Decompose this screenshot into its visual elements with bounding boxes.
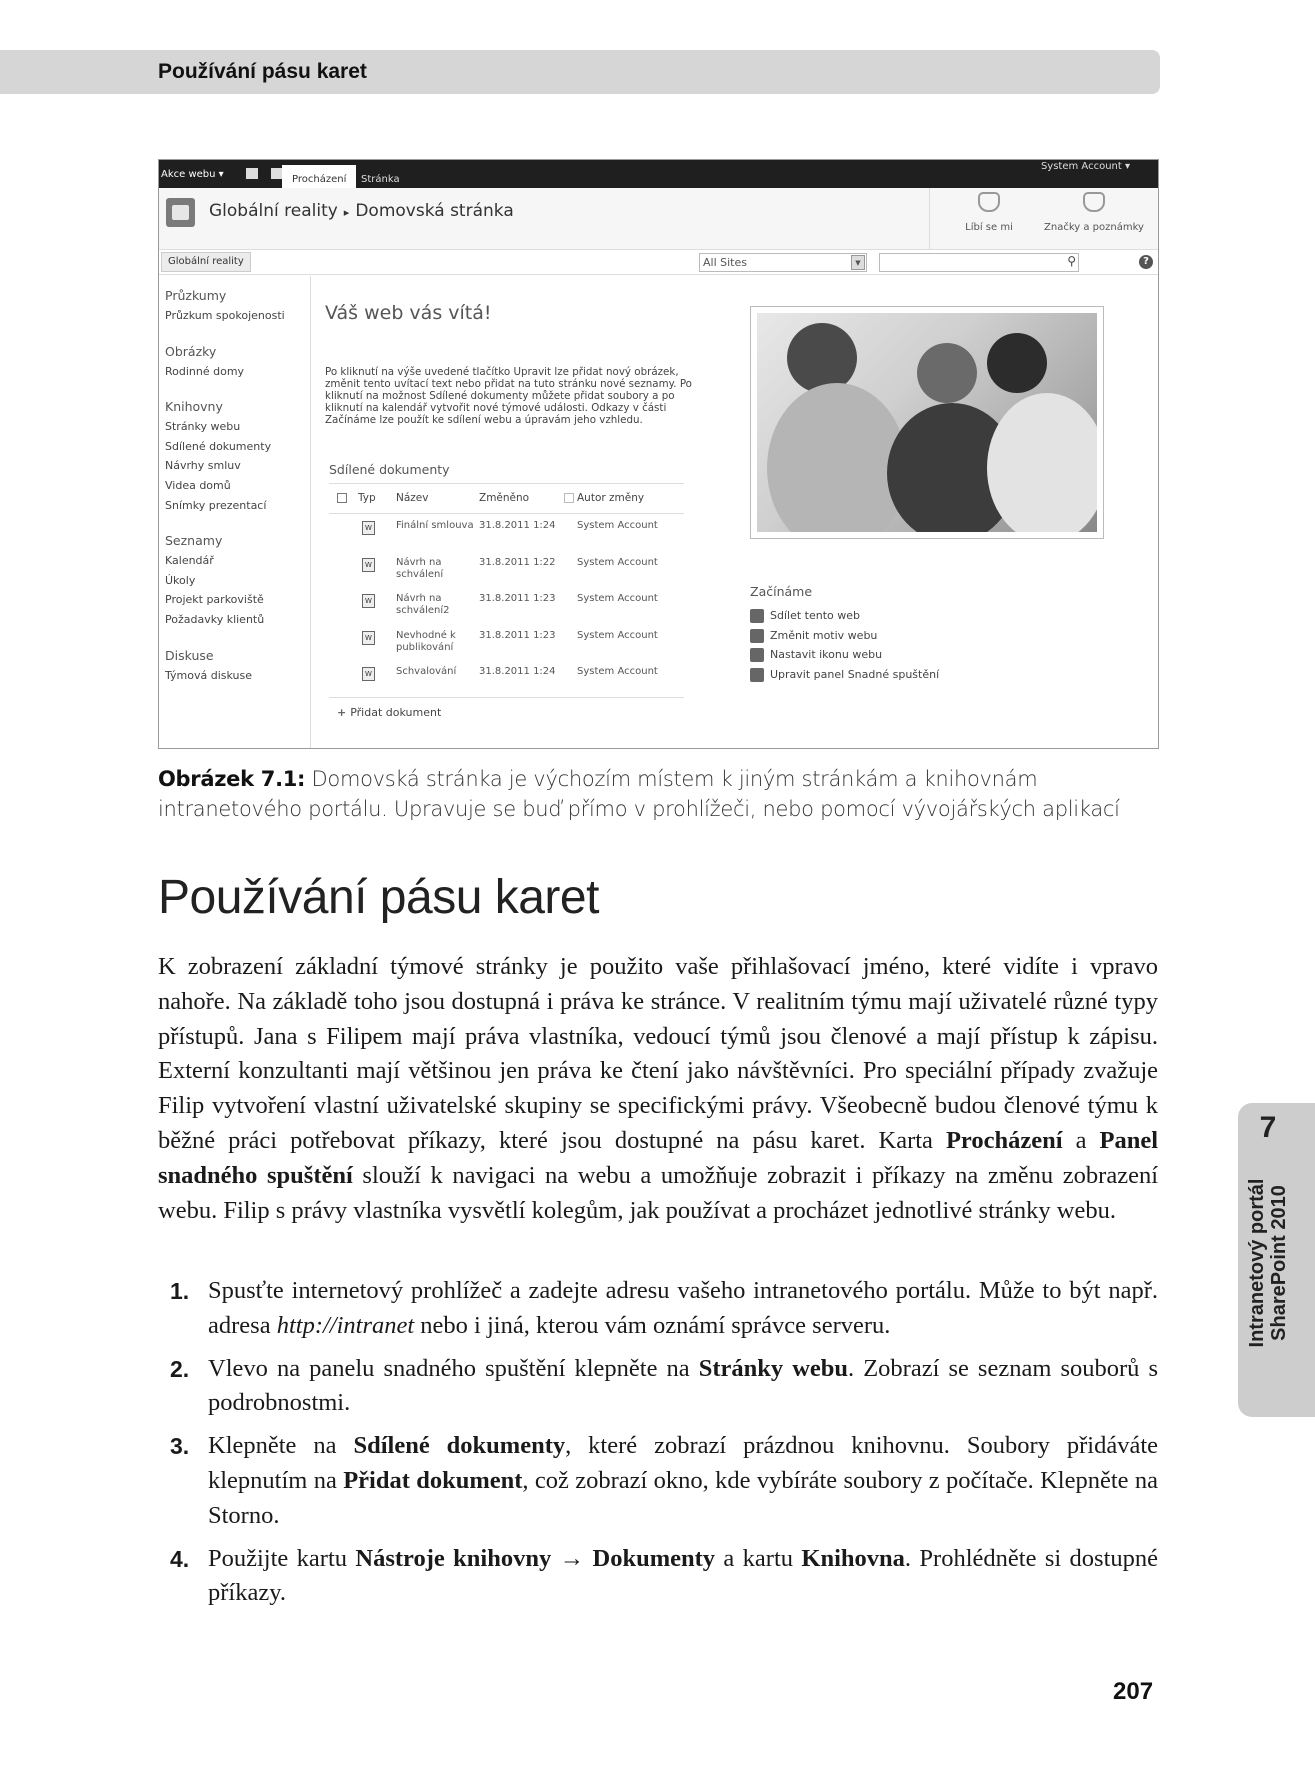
ql-item[interactable]: Průzkum spokojenosti xyxy=(165,309,285,322)
like-label: Líbí se mi xyxy=(965,222,1013,233)
word-doc-icon: W xyxy=(362,667,375,681)
sp-top-bar xyxy=(159,160,1158,188)
ql-heading[interactable]: Knihovny xyxy=(165,399,223,415)
image-icon xyxy=(750,648,764,662)
account-menu[interactable]: System Account ▾ xyxy=(1040,161,1130,172)
running-header-title: Používání pásu karet xyxy=(158,60,367,83)
ql-group xyxy=(165,397,310,515)
ql-heading[interactable]: Obrázky xyxy=(165,343,217,359)
select-all-checkbox[interactable] xyxy=(337,493,347,503)
table-row[interactable] xyxy=(329,514,684,551)
ql-heading[interactable]: Průzkumy xyxy=(165,288,227,303)
table-row[interactable] xyxy=(329,624,684,661)
doc-modified: 31.8.2011 1:24 xyxy=(479,666,556,677)
table-row[interactable] xyxy=(329,551,684,588)
ql-group xyxy=(165,646,310,686)
page-name: Domovská stránka xyxy=(355,201,514,221)
set-icon-link[interactable]: Nastavit ikonu webu xyxy=(750,645,939,665)
step-number: 1. xyxy=(170,1278,190,1304)
doc-name[interactable]: Nevhodné k publikování xyxy=(396,629,456,653)
chapter-number: 7 xyxy=(1259,1111,1277,1144)
doc-name[interactable]: Finální smlouva xyxy=(396,520,474,531)
ql-item[interactable]: Kalendář xyxy=(165,554,214,568)
site-breadcrumb xyxy=(209,201,514,221)
col-modified[interactable]: Změněno xyxy=(479,492,530,504)
doc-name[interactable]: Návrh na schválení2 xyxy=(396,593,450,616)
ql-heading[interactable]: Diskuse xyxy=(165,647,214,663)
docs-header-row xyxy=(329,484,684,514)
section-heading: Používání pásu karet xyxy=(158,871,599,924)
col-author[interactable]: Autor změny xyxy=(577,492,645,504)
ql-group xyxy=(165,286,310,326)
add-document-link[interactable]: Přidat dokument xyxy=(350,705,442,719)
search-scope-value: All Sites xyxy=(703,256,747,269)
caption-label: Obrázek 7.1: xyxy=(158,767,306,791)
ql-item[interactable]: Úkoly xyxy=(165,573,196,587)
help-icon[interactable]: ? xyxy=(1139,255,1153,269)
doc-author[interactable]: System Account xyxy=(577,556,658,568)
col-name[interactable]: Název xyxy=(396,492,429,504)
doc-author[interactable]: System Account xyxy=(577,666,658,677)
doc-author[interactable]: System Account xyxy=(577,629,658,641)
edit-icon xyxy=(750,668,764,682)
site-name-link[interactable]: Globální reality xyxy=(209,201,338,221)
ql-item[interactable]: Projekt parkoviště xyxy=(165,593,264,607)
word-doc-icon: W xyxy=(362,594,375,608)
ql-item[interactable]: Stránky webu xyxy=(165,420,241,434)
ql-item[interactable]: Návrhy smluv xyxy=(165,459,241,473)
welcome-text: Po kliknutí na výše uvedené tlačítko Upravit lze přidat nový obrázek, změnit tento uvítací text nebo přidat na tuto stránku nové seznamy. Po kliknutí na možnost Sdílené dokumenty můžete přidat soubory a po kliknutí na kalendář vytvořit nové týmové události. Odkazy v části Začínáme lze použít ke sdílení webu a úpravám jeho vzhledu. xyxy=(325,366,692,426)
list-item: 3. Klepněte na Sdílené dokumenty, které zobrazí prázdnou knihovnu. Soubory přidáváte klepnutím na Přidat dokument, což zobrazí okno, kde vybíráte soubory z počítače. Klepněte na Storno. xyxy=(158,1429,1158,1533)
breadcrumb-separator-icon: ▸ xyxy=(343,206,350,219)
divider xyxy=(929,188,930,250)
sp-search-bar xyxy=(159,250,1158,275)
col-type[interactable]: Typ xyxy=(358,492,376,504)
step-number: 3. xyxy=(170,1433,190,1460)
ql-group xyxy=(165,342,310,382)
docs-title[interactable]: Sdílené dokumenty xyxy=(329,462,684,484)
navigate-up-icon[interactable] xyxy=(246,168,258,179)
word-doc-icon: W xyxy=(362,558,375,572)
table-row[interactable] xyxy=(329,587,684,624)
caption-text: Domovská stránka je výchozím místem k jiným stránkám a knihovnám intranetového portálu. Upravuje se buď přímo v prohlížeči, nebo pomocí vývojářských aplikací xyxy=(158,767,1120,821)
tab-page[interactable]: Stránka xyxy=(361,174,400,185)
search-scope-select[interactable] xyxy=(699,253,867,272)
page-number: 207 xyxy=(1113,1678,1154,1705)
add-icon[interactable]: + xyxy=(337,705,347,719)
doc-modified: 31.8.2011 1:24 xyxy=(479,520,556,531)
ql-heading[interactable]: Seznamy xyxy=(165,533,223,549)
tags-notes-button[interactable] xyxy=(1039,192,1149,233)
chapter-thumb-tab xyxy=(1238,1103,1315,1417)
step-number: 2. xyxy=(170,1355,190,1382)
like-icon xyxy=(978,192,1000,212)
change-theme-link[interactable]: Změnit motiv webu xyxy=(750,626,939,646)
doc-modified: 31.8.2011 1:22 xyxy=(479,556,556,568)
site-actions-menu[interactable]: Akce webu ▾ xyxy=(161,169,224,180)
word-doc-icon: W xyxy=(362,521,375,535)
word-doc-icon: W xyxy=(362,631,375,645)
ql-item[interactable]: Rodinné domy xyxy=(165,364,245,378)
tags-label: Značky a poznámky xyxy=(1044,222,1144,233)
welcome-title: Váš web vás vítá! xyxy=(325,302,492,324)
share-icon xyxy=(750,609,764,623)
ql-item[interactable]: Požadavky klientů xyxy=(165,612,265,626)
ql-item[interactable]: Sdílené dokumenty xyxy=(165,439,272,453)
edit-quicklaunch-link[interactable]: Upravit panel Snadné spuštění xyxy=(750,665,939,685)
chapter-title: Intranetový portál SharePoint 2010 xyxy=(1246,1178,1290,1348)
share-site-link[interactable]: Sdílet tento web xyxy=(750,606,939,626)
body-paragraph: K zobrazení základní týmové stránky je použito vaše přihlašovací jméno, které vidíte i vpravo nahoře. Na základě toho jsou dostupná i práva ke stránce. V realitním týmu mají uživatelé různé typy přístupů. Jana s Filipem mají práva vlastníka, vedoucí týmů jsou členové a mají přístup k zápisu. Externí konzultanti mají většinou jen práva ke čtení jako návštěvníci. Pro speciální případy zvažuje Filip vytvoření vlastní uživatelské skupiny se specifickými právy. Všeobecně budou členové týmu k běžné práci potřebovat příkazy, které jsou dostupné na pásu karet. Karta Procházení a Panel snadného spuštění slouží k navigaci na webu a umožňuje zobrazit i příkazy na změnu zobrazení webu. Filip s právy vlastníka vysvětlí kolegům, jak používat a procházet jednotlivé stránky webu. xyxy=(158,953,1159,1224)
ql-group xyxy=(165,531,310,629)
sharepoint-screenshot xyxy=(158,159,1159,749)
doc-author[interactable]: System Account xyxy=(577,593,658,604)
tags-icon xyxy=(1083,192,1105,212)
team-photo-image xyxy=(757,313,1097,532)
ql-item[interactable]: Týmová diskuse xyxy=(165,668,252,682)
like-button[interactable] xyxy=(954,192,1024,233)
ql-item[interactable]: Snímky prezentací xyxy=(165,498,267,512)
breadcrumb-site-link[interactable]: Globální reality xyxy=(161,252,251,272)
doc-name[interactable]: Návrh na schválení xyxy=(396,556,444,580)
col-author-checkbox[interactable] xyxy=(564,493,574,503)
theme-icon xyxy=(750,629,764,643)
getting-started-title: Začínáme xyxy=(750,584,813,599)
site-logo-icon[interactable] xyxy=(166,198,195,227)
dropdown-arrow-icon[interactable]: ▼ xyxy=(851,255,865,270)
sp-title-area xyxy=(159,188,1158,250)
quick-launch xyxy=(159,276,311,749)
tab-browse[interactable]: Procházení xyxy=(282,165,356,188)
search-input[interactable] xyxy=(879,253,1079,272)
welcome-photo xyxy=(750,306,1104,539)
shared-documents-webpart xyxy=(329,462,684,725)
list-item: 2. Vlevo na panelu snadného spuštění klepněte na Stránky webu. Zobrazí se seznam souborů s podrobnostmi. xyxy=(158,1352,1158,1422)
list-item: 1. Spusťte internetový prohlížeč a zadejte adresu vašeho intranetového portálu. Může to být např. adresa http://intranet nebo i jiná, kterou vám oznámí správce serveru. xyxy=(158,1274,1158,1344)
search-icon[interactable]: ⚲ xyxy=(1067,254,1076,268)
step-number: 4. xyxy=(170,1545,190,1572)
ql-item[interactable]: Videa domů xyxy=(165,478,231,492)
figure-caption xyxy=(158,764,1158,824)
doc-modified: 31.8.2011 1:23 xyxy=(479,629,556,641)
doc-modified: 31.8.2011 1:23 xyxy=(479,593,556,604)
doc-name[interactable]: Schvalování xyxy=(396,666,457,677)
list-item: 4. Použijte kartu Nástroje knihovny → Dokumenty a kartu Knihovna. Prohlédněte si dostupné příkazy. xyxy=(158,1542,1158,1612)
getting-started xyxy=(750,584,939,684)
add-document-row xyxy=(329,697,684,725)
steps-list xyxy=(158,1274,1158,1619)
running-header xyxy=(0,50,1160,94)
doc-author[interactable]: System Account xyxy=(577,520,658,531)
table-row[interactable] xyxy=(329,660,684,697)
